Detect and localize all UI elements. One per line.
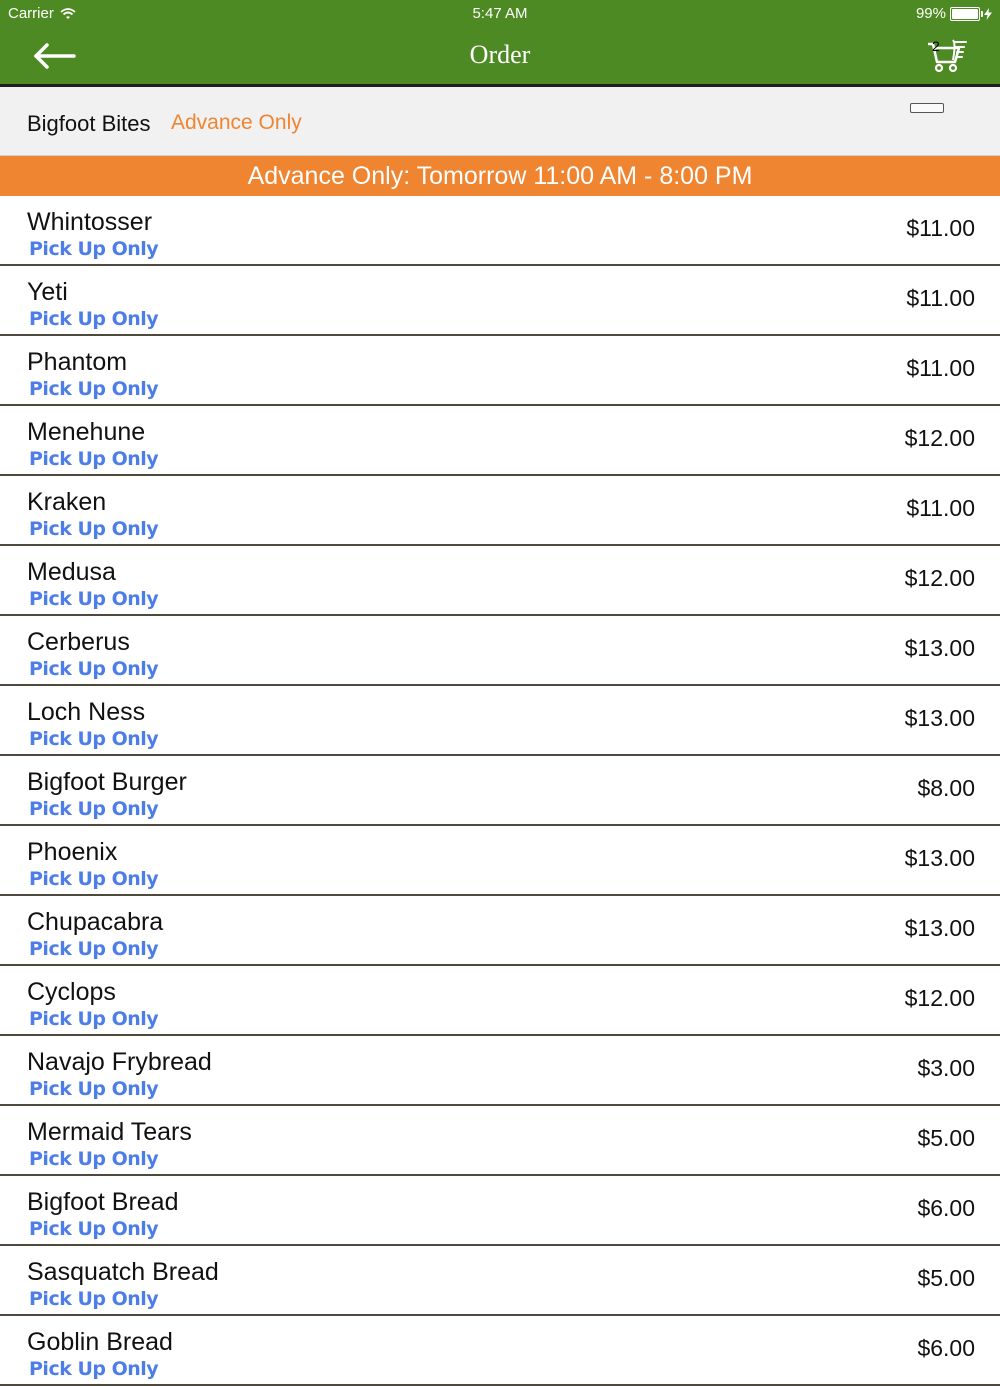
menu-item-price: $6.00 (917, 1195, 975, 1221)
menu-item-name: Yeti (27, 278, 68, 306)
menu-item-note: Pick Up Only (29, 378, 159, 400)
menu-item-name: Menehune (27, 418, 146, 446)
page-title: Order (469, 40, 531, 69)
menu-item-price: $3.00 (917, 1055, 975, 1081)
nav-bar (0, 28, 1000, 87)
menu-item-note: Pick Up Only (29, 308, 159, 330)
restaurant-header (0, 87, 1000, 156)
menu-item-name: Medusa (27, 558, 116, 586)
carrier-label: Carrier (8, 5, 54, 22)
menu-item-name: Sasquatch Bread (27, 1258, 219, 1286)
menu-item-price: $5.00 (917, 1265, 975, 1291)
menu-item-note: Pick Up Only (29, 1148, 159, 1170)
menu-item-price: $11.00 (906, 215, 975, 241)
menu-item-note: Pick Up Only (29, 658, 159, 680)
menu-item-price: $13.00 (904, 705, 975, 731)
menu-item-row[interactable] (0, 616, 1000, 686)
menu-item-price: $12.00 (904, 565, 975, 591)
menu-item-note: Pick Up Only (29, 938, 159, 960)
menu-item-price: $13.00 (904, 915, 975, 941)
menu-item-price: $12.00 (904, 985, 975, 1011)
menu-item-row[interactable] (0, 266, 1000, 336)
menu-item-name: Kraken (27, 488, 107, 516)
menu-item-row[interactable] (0, 546, 1000, 616)
menu-item-note: Pick Up Only (29, 588, 159, 610)
menu-item-row[interactable] (0, 406, 1000, 476)
battery-percent: 99% (915, 5, 946, 22)
menu-item-price: $6.00 (917, 1335, 975, 1361)
menu-item-row[interactable] (0, 756, 1000, 826)
menu-item-note: Pick Up Only (29, 1008, 159, 1030)
menu-list (0, 196, 1000, 1386)
menu-item-name: Chupacabra (27, 908, 164, 936)
menu-item-note: Pick Up Only (29, 868, 159, 890)
battery-icon (950, 7, 980, 21)
menu-item-note: Pick Up Only (29, 518, 159, 540)
menu-item-price: $12.00 (904, 425, 975, 451)
battery-fill (952, 9, 978, 19)
menu-item-price: $5.00 (917, 1125, 975, 1151)
charging-icon (984, 8, 992, 20)
menu-item-row[interactable] (0, 896, 1000, 966)
cart-count-badge: 2 (932, 38, 940, 54)
order-mode-label: Advance Only (171, 111, 302, 134)
menu-item-name: Phantom (27, 348, 128, 376)
menu-item-row[interactable] (0, 826, 1000, 896)
menu-item-price: $13.00 (904, 635, 975, 661)
menu-item-row[interactable] (0, 1176, 1000, 1246)
collapse-handle[interactable] (910, 103, 944, 113)
menu-item-name: Phoenix (27, 838, 118, 866)
menu-item-note: Pick Up Only (29, 1078, 159, 1100)
availability-banner: Advance Only: Tomorrow 11:00 AM - 8:00 PM (0, 156, 1000, 196)
menu-item-name: Cerberus (27, 628, 130, 656)
menu-item-note: Pick Up Only (29, 1358, 159, 1380)
menu-item-note: Pick Up Only (29, 728, 159, 750)
restaurant-name: Bigfoot Bites (27, 111, 151, 136)
menu-item-name: Navajo Frybread (27, 1048, 212, 1076)
menu-item-row[interactable] (0, 1106, 1000, 1176)
menu-item-row[interactable] (0, 196, 1000, 266)
menu-item-row[interactable] (0, 1036, 1000, 1106)
menu-item-row[interactable] (0, 686, 1000, 756)
menu-item-name: Cyclops (27, 978, 116, 1006)
menu-item-name: Bigfoot Bread (27, 1188, 179, 1216)
menu-item-price: $13.00 (904, 845, 975, 871)
menu-item-note: Pick Up Only (29, 448, 159, 470)
menu-item-price: $11.00 (906, 495, 975, 521)
menu-item-price: $11.00 (906, 285, 975, 311)
battery-group (916, 5, 992, 22)
menu-item-name: Goblin Bread (27, 1328, 173, 1356)
menu-item-name: Bigfoot Burger (27, 768, 187, 796)
menu-item-name: Whintosser (27, 208, 153, 236)
menu-item-row[interactable] (0, 1316, 1000, 1386)
menu-item-note: Pick Up Only (29, 1288, 159, 1310)
menu-item-note: Pick Up Only (29, 238, 159, 260)
menu-item-price: $11.00 (906, 355, 975, 381)
menu-item-name: Loch Ness (27, 698, 146, 726)
clock: 5:47 AM (472, 5, 528, 22)
status-bar (0, 0, 1000, 28)
menu-item-row[interactable] (0, 1246, 1000, 1316)
menu-item-row[interactable] (0, 966, 1000, 1036)
menu-item-note: Pick Up Only (29, 1218, 159, 1240)
menu-item-price: $8.00 (917, 775, 975, 801)
menu-item-name: Mermaid Tears (27, 1118, 192, 1146)
menu-item-row[interactable] (0, 336, 1000, 406)
menu-item-row[interactable] (0, 476, 1000, 546)
cart-button[interactable] (926, 36, 970, 76)
menu-item-note: Pick Up Only (29, 798, 159, 820)
